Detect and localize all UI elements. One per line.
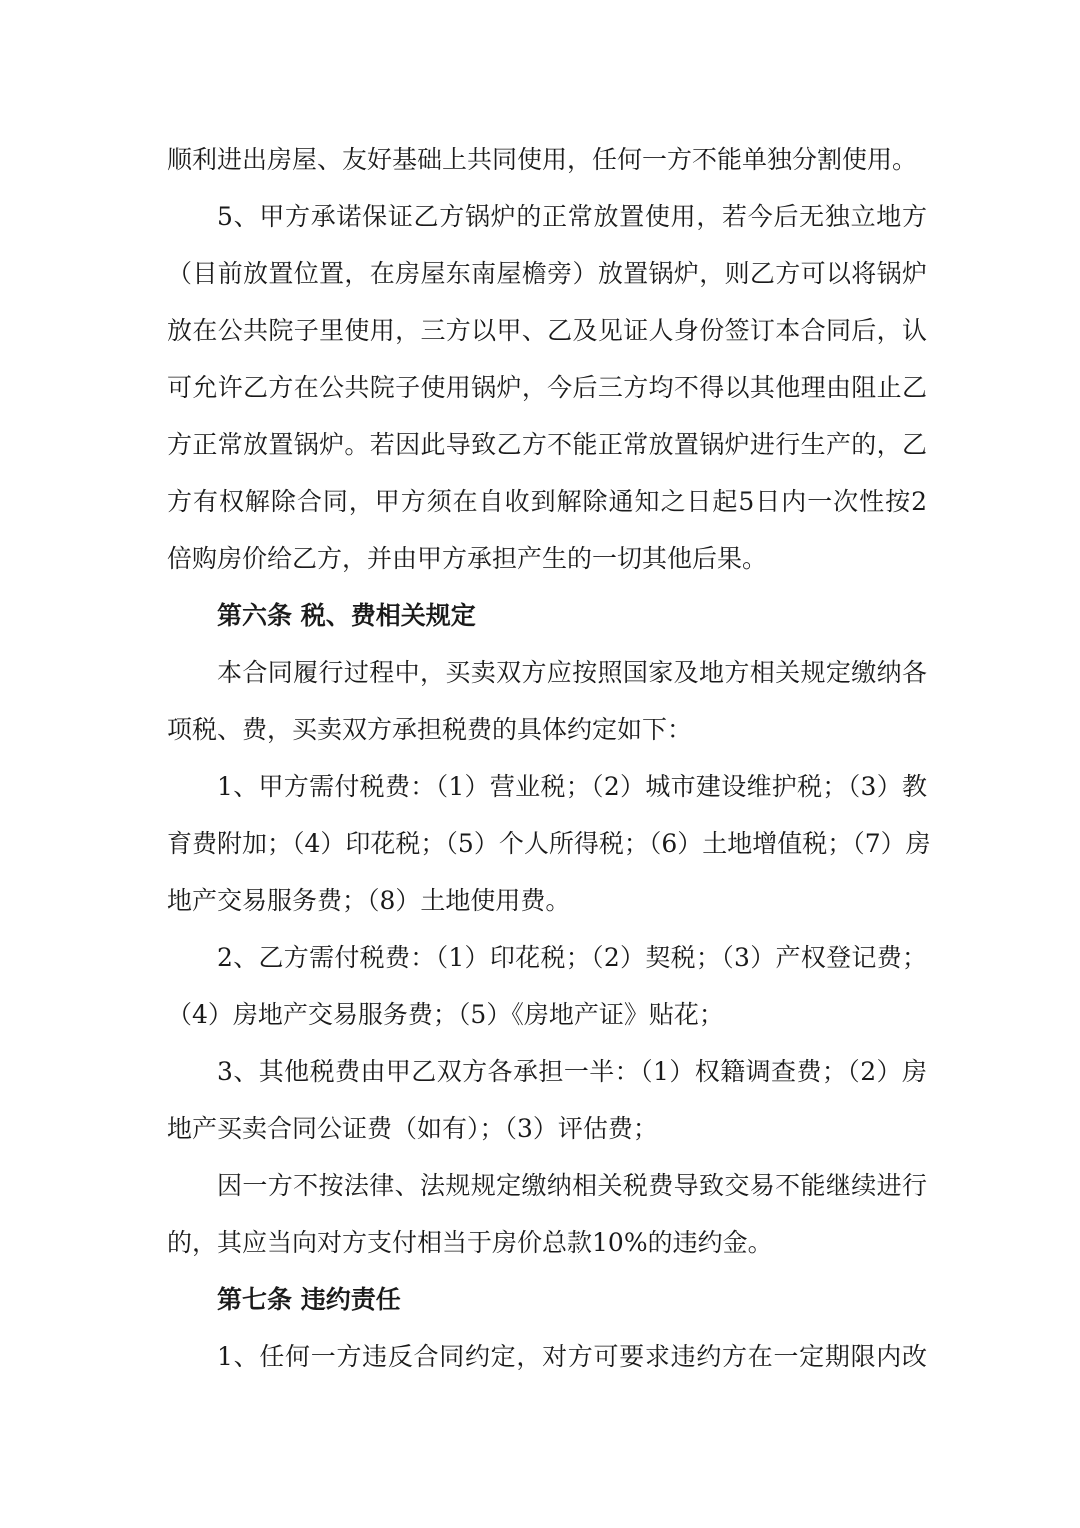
paragraph-line: （目前放置位置，在房屋东南屋檐旁）放置锅炉，则乙方可以将锅炉	[167, 259, 927, 288]
paragraph-line: （4）房地产交易服务费；（5）《房地产证》贴花；	[167, 1000, 724, 1029]
paragraph-line: 1、任何一方违反合同约定，对方可要求违约方在一定期限内改	[217, 1342, 927, 1371]
paragraph-line: 因一方不按法律、法规规定缴纳相关税费导致交易不能继续进行	[217, 1171, 927, 1200]
paragraph-line: 2、乙方需付税费：（1）印花税；（2）契税；（3）产权登记费；	[217, 943, 927, 972]
section-heading-article-7: 第七条 违约责任	[217, 1285, 401, 1314]
paragraph-line: 的，其应当向对方支付相当于房价总款10%的违约金。	[167, 1228, 773, 1257]
paragraph-line: 3、其他税费由甲乙双方各承担一半：（1）权籍调查费；（2）房	[217, 1057, 927, 1086]
paragraph-line: 项税、费，买卖双方承担税费的具体约定如下：	[167, 715, 693, 744]
paragraph-line: 地产买卖合同公证费（如有）；（3）评估费；	[167, 1114, 658, 1143]
paragraph-line: 地产交易服务费；（8）土地使用费。	[167, 886, 571, 915]
paragraph-line: 本合同履行过程中，买卖双方应按照国家及地方相关规定缴纳各	[217, 658, 927, 687]
paragraph-line: 方正常放置锅炉。若因此导致乙方不能正常放置锅炉进行生产的，乙	[167, 430, 927, 459]
paragraph-line: 可允许乙方在公共院子使用锅炉，今后三方均不得以其他理由阻止乙	[167, 373, 927, 402]
paragraph-line: 1、甲方需付税费：（1）营业税；（2）城市建设维护税；（3）教	[217, 772, 927, 801]
paragraph-line: 5、甲方承诺保证乙方锅炉的正常放置使用，若今后无独立地方	[217, 202, 927, 231]
paragraph-line: 顺利进出房屋、友好基础上共同使用，任何一方不能单独分割使用。	[167, 145, 918, 174]
paragraph-line: 倍购房价给乙方，并由甲方承担产生的一切其他后果。	[167, 544, 768, 573]
paragraph-line: 育费附加；（4）印花税；（5）个人所得税；（6）土地增值税；（7）房	[167, 829, 931, 858]
section-heading-article-6: 第六条 税、费相关规定	[217, 601, 476, 630]
paragraph-line: 放在公共院子里使用，三方以甲、乙及见证人身份签订本合同后，认	[167, 316, 927, 345]
paragraph-line: 方有权解除合同，甲方须在自收到解除通知之日起5日内一次性按2	[167, 487, 927, 516]
